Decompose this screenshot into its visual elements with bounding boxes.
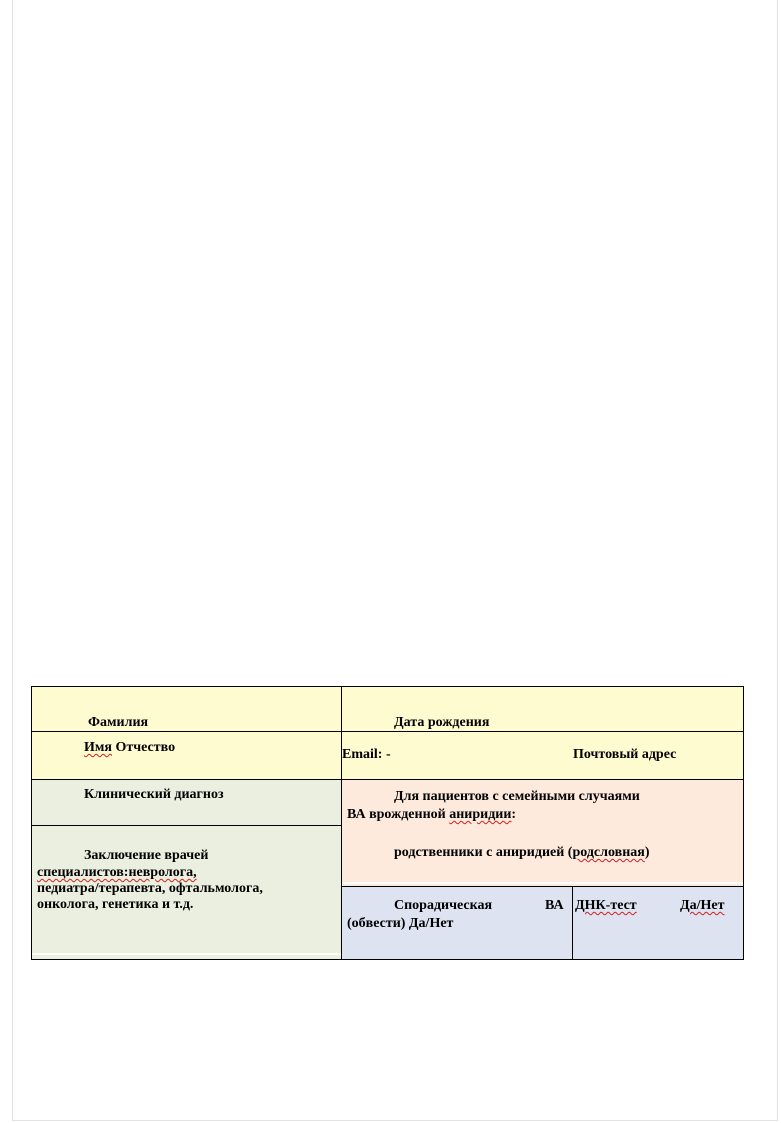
dna-test-label: ДНК-тест bbox=[575, 898, 637, 913]
birthdate-label: Дата рождения bbox=[394, 715, 490, 730]
birthdate-cell[interactable] bbox=[342, 687, 743, 732]
sporadic-cell[interactable] bbox=[342, 887, 573, 959]
specialists-conclusion-cell[interactable] bbox=[32, 826, 342, 959]
postal-address-label: Почтовый адрес bbox=[573, 747, 677, 762]
clinical-diagnosis-cell[interactable] bbox=[32, 780, 342, 826]
name-patronymic-label: Имя Отчество bbox=[84, 740, 176, 755]
relatives-pedigree-label: родственники с аниридией (родсловная) bbox=[394, 845, 650, 860]
cell-bottom-strip bbox=[32, 953, 341, 955]
cell-bottom-strip bbox=[342, 882, 743, 884]
family-cases-line-1: Для пациентов с семейными случаями bbox=[394, 789, 640, 804]
sporadic-va-label: ВА bbox=[545, 898, 564, 913]
family-cases-line-2: ВА врожденной аниридии: bbox=[347, 807, 517, 822]
patient-form-table bbox=[31, 686, 744, 960]
specialists-line-1: Заключение врачей bbox=[84, 848, 209, 863]
sporadic-label: Спорадическая bbox=[394, 898, 493, 913]
specialists-line-2: специалистов:невролога, bbox=[37, 865, 197, 880]
dna-test-cell[interactable] bbox=[573, 887, 743, 959]
specialists-line-3: педиатра/терапевта, офтальмолога, bbox=[37, 881, 263, 896]
sporadic-circle-label: (обвести) Да/Нет bbox=[347, 916, 454, 931]
email-label: Email: - bbox=[342, 747, 391, 762]
surname-cell[interactable] bbox=[32, 687, 342, 732]
specialists-line-4: онколога, генетика и т.д. bbox=[37, 897, 194, 912]
clinical-diagnosis-label: Клинический диагноз bbox=[84, 787, 224, 802]
surname-label: Фамилия bbox=[88, 715, 149, 730]
contact-cell[interactable] bbox=[342, 732, 743, 780]
dna-test-yes-no: Да/Нет bbox=[680, 898, 725, 913]
name-patronymic-cell[interactable] bbox=[32, 732, 342, 780]
family-cases-cell[interactable] bbox=[342, 780, 743, 887]
